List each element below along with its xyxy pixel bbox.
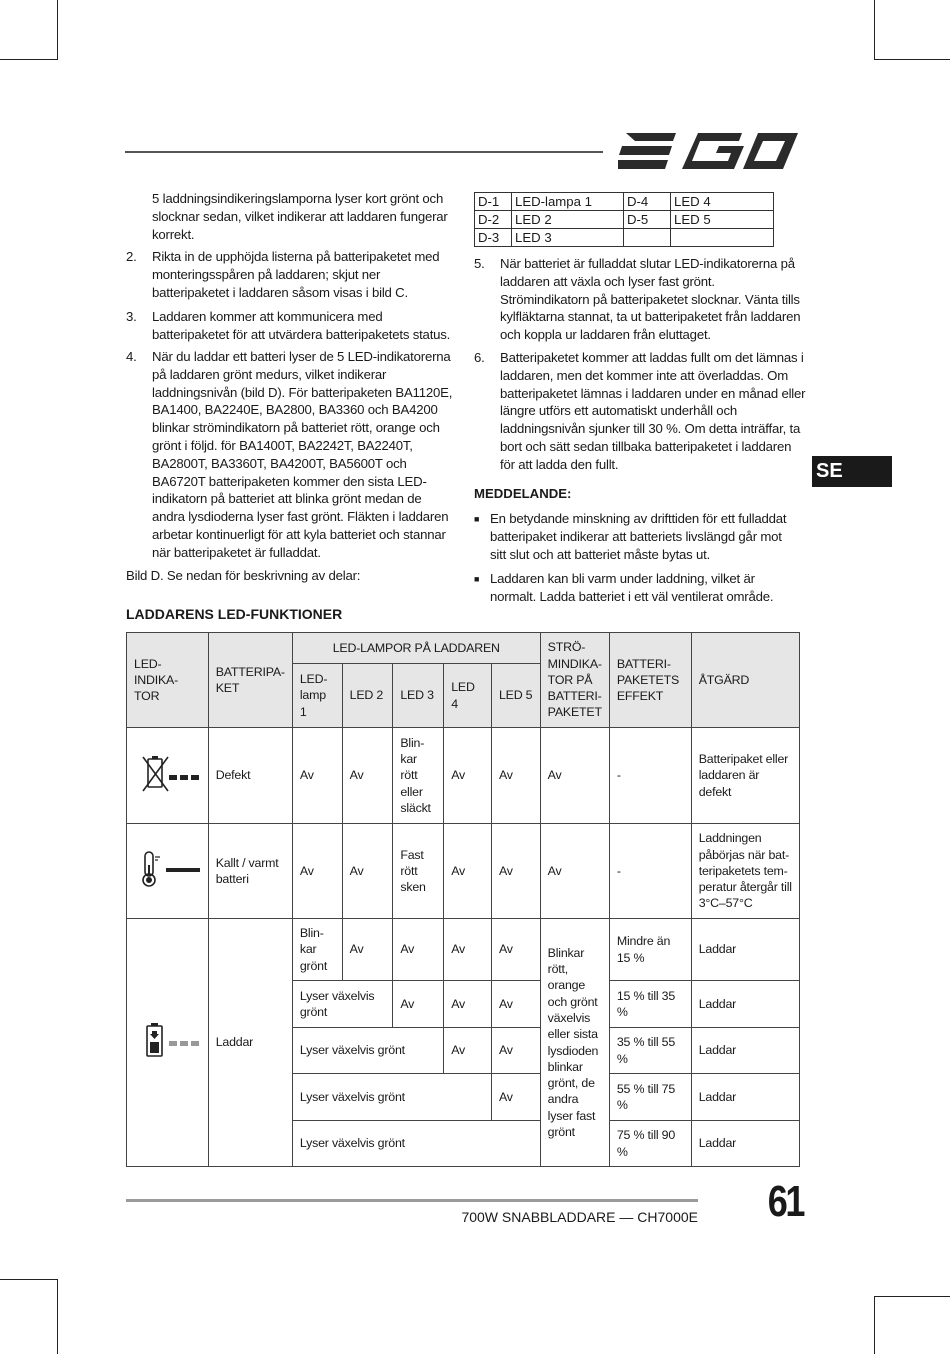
cell-merged-leds: Lyser växelvis grönt — [292, 981, 392, 1028]
cell-effect: 55 % till 75 % — [609, 1074, 691, 1121]
crop-mark — [57, 0, 58, 60]
cell-led5: Av — [491, 824, 540, 919]
cell-merged-leds: Lyser växelvis grönt — [292, 1074, 491, 1121]
crop-mark — [57, 1279, 58, 1354]
table-row — [475, 193, 774, 211]
cell-led4: Av — [444, 728, 492, 824]
cell-led5: Av — [491, 981, 540, 1028]
item-text: Rikta in de upphöjda listerna på batteripaketet med monteringsspåren på laddaren; skjut ner batteripaketet i laddaren såsom visas i bild C. — [152, 249, 440, 300]
notice-heading: MEDDELANDE: — [474, 486, 572, 501]
crop-mark — [874, 0, 875, 60]
header-led2: LED 2 — [342, 664, 393, 728]
ego-logo — [618, 129, 800, 173]
item-text: När du laddar ett batteri lyser de 5 LED-indikatorerna på laddaren grönt medurs, vilket indikerar laddningsnivån (bild D). För batteripaketen BA1120E, BA1400, BA2240E, BA2800, BA3360 och BA4200 blinkar strömindikatorn på batteriet rött, orange och grönt i följd. för BA1400T, BA2242T, BA2240T, BA2800T, BA3360T, BA4200T, BA5600T och BA6720T batteripaketen kommer den sista LED-indikatorn på batteriet att blinka grönt medan de andra lysdioderna lyser fast grönt. Fläkten i laddaren arbetar kontinuerligt för att kyla batteriet och stannar när batteripaketet är fulladdat. — [152, 349, 453, 560]
crop-mark — [0, 1279, 58, 1280]
cell-led3: Fast rött sken — [393, 824, 444, 919]
cell-pack: Defekt — [208, 728, 292, 824]
table-cell — [624, 229, 671, 247]
footer-product: 700W SNABBLADDARE — CH7000E — [461, 1209, 698, 1225]
intro-paragraph — [152, 190, 457, 243]
table-row — [127, 728, 800, 824]
table-cell: D-3 — [475, 229, 512, 247]
cell-effect: - — [609, 728, 691, 824]
cell-power: Av — [540, 824, 609, 919]
crop-mark — [874, 59, 950, 60]
thermometer-indicator-icon — [127, 824, 209, 919]
header-battery-pack: BATTERIPA-KET — [208, 633, 292, 728]
crop-mark — [874, 1296, 875, 1354]
notice-bullet — [474, 570, 800, 606]
header-led1: LED-lamp 1 — [292, 664, 342, 728]
cell-effect: - — [609, 824, 691, 919]
charging-indicator-icon — [127, 919, 209, 1167]
table-row — [127, 824, 800, 919]
item-text: Batteripaketet kommer att laddas fullt om det lämnas i laddaren, men det kommer inte att överladdas. Om batteripaketet lämnas i laddaren under en månad eller längre utförs ett automatiskt underhåll och laddningsnivån sjunker till 30 %. Om detta inträffar, ta bort och sätt sedan tillbaka batteripaketet i laddaren för att ladda den fullt. — [500, 350, 806, 472]
list-item — [126, 248, 457, 301]
cell-led5: Av — [491, 1074, 540, 1121]
cell-power: Av — [540, 728, 609, 824]
header-led-indicator: LED-INDIKA-TOR — [127, 633, 209, 728]
bullet-icon: ■ — [474, 514, 480, 524]
cell-led2: Av — [342, 824, 393, 919]
table-cell: LED 3 — [512, 229, 624, 247]
table-cell: LED-lampa 1 — [512, 193, 624, 211]
bullet-icon: ■ — [474, 574, 480, 584]
item-text: När batteriet är fulladdat slutar LED-indikatorerna på laddaren att växla och lyser fast grönt. Strömindikatorn på batteripaketet slocknar. Vänta tills kylfläktarna stannat, ta ut batteripaketet från laddaren och koppla ur laddaren från eluttaget. — [500, 256, 801, 343]
header-rule — [125, 151, 603, 153]
item-number: 2. — [126, 249, 137, 264]
cell-effect: 75 % till 90 % — [609, 1121, 691, 1167]
table-cell: D-5 — [624, 211, 671, 229]
cell-power: Blinkar rött, orange och grönt växelvis eller sista lysdioden blinkar grönt, de andra lyser fast grönt — [540, 919, 609, 1167]
cell-effect: 35 % till 55 % — [609, 1028, 691, 1074]
cell-led5: Av — [491, 919, 540, 981]
list-item — [126, 308, 459, 344]
table-cell: LED 5 — [671, 211, 774, 229]
table-cell: LED 2 — [512, 211, 624, 229]
cell-action: Batteripaket eller laddaren är defekt — [691, 728, 799, 824]
cell-led3: Blin-kar rött eller släckt — [393, 728, 444, 824]
legend-table — [474, 192, 774, 247]
led-functions-table — [126, 632, 800, 1167]
cell-led2: Av — [342, 919, 393, 981]
footer-rule — [126, 1199, 698, 1202]
bullet-text: Laddaren kan bli varm under laddning, vilket är normalt. Ladda batteriet i ett väl ventilerat område. — [490, 571, 774, 604]
table-cell: LED 4 — [671, 193, 774, 211]
table-cell: D-4 — [624, 193, 671, 211]
item-number: 5. — [474, 256, 485, 271]
cell-merged-leds: Lyser växelvis grönt — [292, 1121, 540, 1167]
cell-led4: Av — [444, 919, 492, 981]
cell-effect: 15 % till 35 % — [609, 981, 691, 1028]
cell-led1: Blin-kar grönt — [292, 919, 342, 981]
cell-action: Laddar — [691, 919, 799, 981]
cell-action: Laddar — [691, 1074, 799, 1121]
cell-led4: Av — [444, 824, 492, 919]
table-cell — [671, 229, 774, 247]
list-item — [126, 348, 457, 562]
cell-merged-leds: Lyser växelvis grönt — [292, 1028, 443, 1074]
header-led-group: LED-LAMPOR PÅ LADDAREN — [292, 633, 540, 664]
header-led5: LED 5 — [491, 664, 540, 728]
item-number: 4. — [126, 349, 137, 364]
defect-indicator-icon — [127, 728, 209, 824]
page-number: 61 — [767, 1177, 803, 1226]
cell-led4: Av — [444, 1028, 492, 1074]
table-row — [127, 919, 800, 981]
figure-note: Bild D. Se nedan för beskrivning av delar: — [126, 568, 361, 583]
cell-led5: Av — [491, 728, 540, 824]
cell-led3: Av — [393, 919, 444, 981]
cell-pack: Kallt / varmt batteri — [208, 824, 292, 919]
language-tab: SE — [812, 456, 892, 487]
item-number: 3. — [126, 309, 137, 324]
list-item — [474, 255, 804, 344]
cell-action: Laddar — [691, 981, 799, 1028]
cell-led1: Av — [292, 728, 342, 824]
table-cell: D-2 — [475, 211, 512, 229]
cell-pack: Laddar — [208, 919, 292, 1167]
header-power-indicator: STRÖ-MINDIKA-TOR PÅ BATTERI-PAKETET — [540, 633, 609, 728]
crop-mark — [874, 1296, 950, 1297]
cell-led1: Av — [292, 824, 342, 919]
cell-action: Laddningen påbörjas när bat-teripaketets tem-peratur återgår till 3°C–57°C — [691, 824, 799, 919]
crop-mark — [0, 59, 58, 60]
cell-led2: Av — [342, 728, 393, 824]
bullet-text: En betydande minskning av drifttiden för ett fulladdat batteripaket indikerar att batteriets livslängd går mot sitt slut och att batteriet måste bytas ut. — [490, 511, 787, 562]
header-action: ÅTGÄRD — [691, 633, 799, 728]
header-led4: LED 4 — [444, 664, 492, 728]
header-led3: LED 3 — [393, 664, 444, 728]
cell-action: Laddar — [691, 1028, 799, 1074]
notice-bullet — [474, 510, 800, 563]
cell-effect: Mindre än 15 % — [609, 919, 691, 981]
table-header-row — [127, 633, 800, 664]
table-row — [475, 229, 774, 247]
cell-action: Laddar — [691, 1121, 799, 1167]
cell-led4: Av — [444, 981, 492, 1028]
table-row — [475, 211, 774, 229]
table-cell: D-1 — [475, 193, 512, 211]
header-battery-effect: BATTERI-PAKETETS EFFEKT — [609, 633, 691, 728]
item-number: 6. — [474, 350, 485, 365]
section-title: LADDARENS LED-FUNKTIONER — [126, 606, 343, 622]
list-item — [474, 349, 806, 474]
cell-led3: Av — [393, 981, 444, 1028]
item-text: Laddaren kommer att kommunicera med batteripaketet för att utvärdera batteripaketets status. — [152, 309, 451, 342]
intro-text: 5 laddningsindikeringslamporna lyser kort grönt och slocknar sedan, vilket indikerar att laddaren fungerar korrekt. — [152, 191, 448, 242]
cell-led5: Av — [491, 1028, 540, 1074]
